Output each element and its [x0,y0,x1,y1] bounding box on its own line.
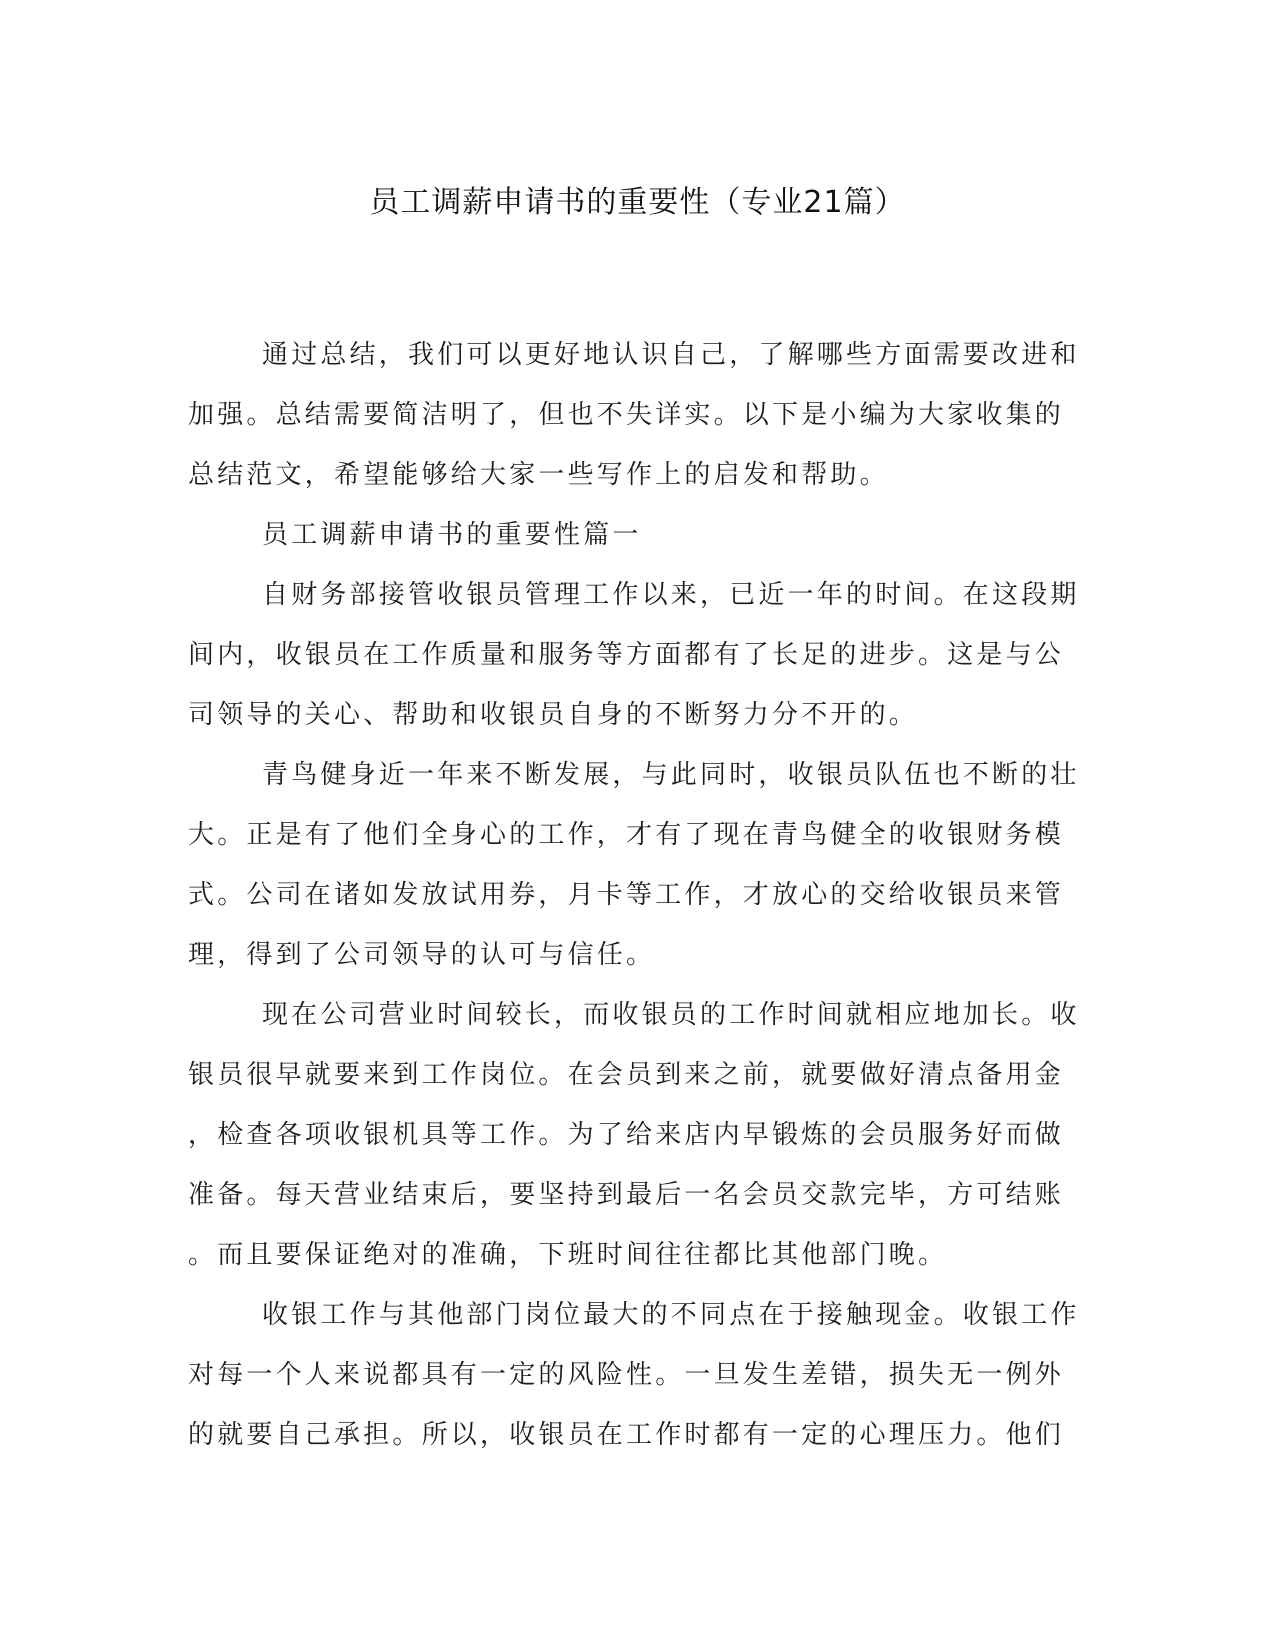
body-text-line: 式。公司在诸如发放试用券，月卡等工作，才放心的交给收银员来管 [188,880,1065,910]
body-text-line: 现在公司营业时间较长，而收银员的工作时间就相应地加长。收 [262,1000,1080,1030]
body-text-line: 收银工作与其他部门岗位最大的不同点在于接触现金。收银工作 [262,1300,1080,1330]
body-text-line: 员工调薪申请书的重要性篇一 [262,520,642,550]
document-title: 员工调薪申请书的重要性（专业21篇） [369,185,906,220]
body-text-line: 理，得到了公司领导的认可与信任。 [188,940,656,970]
body-text-line: 准备。每天营业结束后，要坚持到最后一名会员交款完毕，方可结账 [188,1180,1065,1210]
body-text-line: 银员很早就要来到工作岗位。在会员到来之前，就要做好清点备用金 [188,1060,1065,1090]
body-text-line: 加强。总结需要简洁明了，但也不失详实。以下是小编为大家收集的 [188,400,1065,430]
body-text-line: 总结范文，希望能够给大家一些写作上的启发和帮助。 [188,460,889,490]
body-text-line: 通过总结，我们可以更好地认识自己，了解哪些方面需要改进和 [262,340,1080,370]
body-text-line: 大。正是有了他们全身心的工作，才有了现在青鸟健全的收银财务模 [188,820,1065,850]
body-text-line: 的就要自己承担。所以，收银员在工作时都有一定的心理压力。他们 [188,1420,1065,1450]
body-text-line: 间内，收银员在工作质量和服务等方面都有了长足的进步。这是与公 [188,640,1065,670]
body-text-line: ，检查各项收银机具等工作。为了给来店内早锻炼的会员服务好而做 [188,1120,1065,1150]
document-body [188,325,1080,1465]
body-text-line: 青鸟健身近一年来不断发展，与此同时，收银员队伍也不断的壮 [262,760,1080,790]
body-text-line: 司领导的关心、帮助和收银员自身的不断努力分不开的。 [188,700,919,730]
body-text-line: 。而且要保证绝对的准确，下班时间往往都比其他部门晚。 [188,1240,948,1270]
body-text-line: 对每一个人来说都具有一定的风险性。一旦发生差错，损失无一例外 [188,1360,1065,1390]
body-text-line: 自财务部接管收银员管理工作以来，已近一年的时间。在这段期 [262,580,1080,610]
